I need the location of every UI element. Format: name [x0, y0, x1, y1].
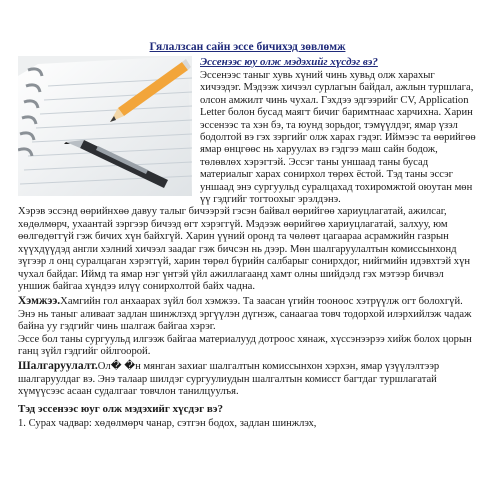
paragraph-selection-body: Ол� �н мянган захиаг шалгалтын комиссынхон хэрхэн, ямар үзүүлэлтээр шалгаруулдаг вэ. Энэ талаар шилдэг сургуулиудын шалгалтын комисст багтдаг туршлагатай хүмүүсээс асаан судалгааг товчлон танилцуулъя.	[18, 361, 440, 398]
paragraph-selection	[18, 360, 477, 398]
paragraph-intro: Эссенээс таныг хувь хүний чинь хувьд олж харахыг хичээдэг. Мэдээж хичээл сурлагын байдал, ажлын туршлага, олсон амжилт чинь чухал. Гэхдээ эдгээрийг CV, Application Letter болон бусад маягт бичиг баримтнаас харчихна. Харин эссенээс та хэн бэ, та юунд зорьдог, тэмүүлдэг, ямар үзэл бодолтой вэ гэх зэргийг олж харах гэдэг. Иймээс та өөрийгөө ямар өнцгөөс нь харуулах вэ гэдгээ маш сайн бодож, төлөвлөх хэрэгтэй. Эссэг таны уншаад таны бусад материалыг харах сонирхол төрөх ёстой. Тэд таны эссэг уншаад энэ сургуульд суралцахад тохиромжтой оюутан мөн үү гэдгийг тогтоохыг эрэлдэнэ.	[200, 70, 476, 206]
section-heading: Тэд эссенээс юуг олж мэдэхийг хүсдэг вэ?	[18, 402, 224, 415]
paragraph-length	[18, 295, 477, 358]
notebook-pen-icon	[18, 56, 192, 196]
section-subtitle: Эссенээс юу олж мэдэхийг хүсдэг вэ?	[200, 56, 378, 68]
paragraph-length-body: Хамгийн гол анхаарах зүйл бол хэмжээ. Та заасан үгийн тоонoос хэтрүүлж огт болохгүй. Энэ нь таныг аливаат задлан шинжлэхд эргүүлэн дүгнэж, санаагаа товч тодорхой илэрхийлэж чадаж байна уу гэдгийг чинь шалгаж байгаа хэрэг. Эссе бол таны сургуульд илгээж байгаа материалууд дотроос хянаж, хүссэнээрээ хийж болох цорын ганц зүйл гэдгийг ойлгоорой.	[18, 296, 472, 357]
list-item: 1. Сурах чадвар: хөдөлмөрч чанар, сэтгэн бодох, задлан шинжлэх,	[18, 417, 317, 429]
paragraph-length-heading: Хэмжээ.	[18, 295, 61, 308]
paragraph-strengths: Хэрэв эссэнд өөрийнхөө давуу талыг бичээрэй гэсэн байвал өөрийгөө хариуцлагатай, ажилсаг, хөдөлмөрч, ухаантай зэргээр бичээд өгт хэрэггүй. Мэдээж өөрийгөө хариуцлагатай, залхуу, юм өөлгөдөггүй гэж бичих хүн байхгүй. Харин үүний оронд та чөлөөт цагаараа асрамжийн газрын хүүхдүүдэд англи хэлний хичээл заадаг гэж бичсэн нь дээр. Мөн шалгаруулалтын комиссынхонд зүгээр л онц суралцаган хэрэггүй, харин төрөл бүрийн салбарыг сонирхдог, нийгмийн идэвхтэй хүн чухал байдаг. Иймд та ямар нэг үнтэй үйл ажиллагаанд хамт олны шийдэлд гэх мэтээр бичвэл уншиж байгаа хүндээ илүү сонирхолтой байх чадна.	[18, 206, 471, 292]
article-title: Гялалзсан сайн эссе бичихэд зөвлөмж	[149, 41, 346, 53]
paragraph-selection-heading: Шалгаруулалт.	[18, 360, 98, 373]
